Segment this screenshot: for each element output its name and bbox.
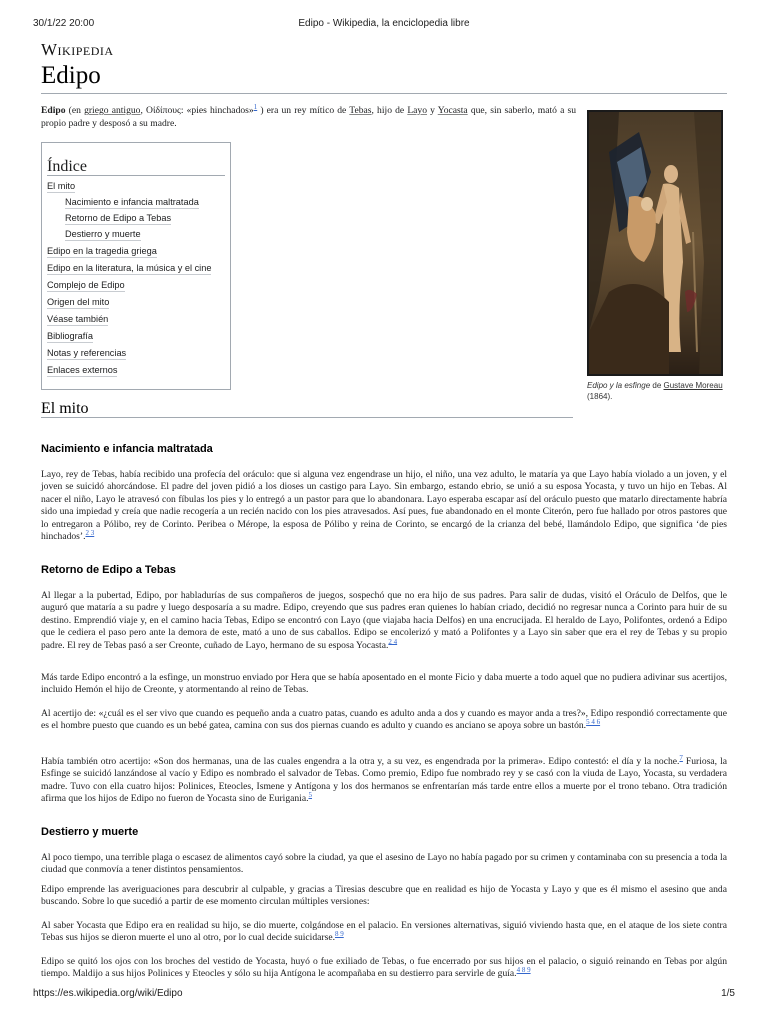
- toc-item[interactable]: [47, 245, 225, 258]
- paragraph-text: Edipo emprende las averiguaciones para descubrir al culpable, y gracias a Tiresias descubre que en realidad es hijo de Yocasta y Layo y que es él mismo el asesino que anda buscando. Sobre lo que sucedió a partir de ese momento circulan múltiples versiones:: [41, 884, 727, 908]
- link-yocasta[interactable]: Yocasta: [437, 105, 468, 116]
- ref-link[interactable]: 7: [679, 753, 683, 762]
- toc-item-label[interactable]: Edipo en la literatura, la música y el cine: [47, 263, 212, 273]
- toc-item[interactable]: [47, 180, 225, 193]
- toc-item-label[interactable]: Retorno de Edipo a Tebas: [65, 213, 172, 223]
- paragraph: [41, 753, 727, 806]
- paragraph: [41, 590, 727, 652]
- paragraph: [41, 469, 727, 543]
- toc-title: Índice: [47, 160, 225, 176]
- toc-list: [47, 180, 225, 377]
- paragraph-text: Al acertijo de: «¿cuál es el ser vivo que cuando es pequeño anda a cuatro patas, cuando es adulto anda a dos y cuando es mayor anda a tres?», Edipo respondió correctamente que es el hombre puesto que cuando es un bebé gatea, camina con sus dos piernas cuando es adulto y cuando es anciano se apoya sobre un bastón.: [41, 708, 727, 732]
- toc-item[interactable]: [47, 262, 225, 275]
- ref-links[interactable]: 5 4 6: [586, 718, 601, 727]
- toc-item[interactable]: [47, 330, 225, 343]
- paragraph-text: Al saber Yocasta que Edipo era en realidad su hijo, se dio muerte, colgándose en el palacio. En versiones alternativas, siguió viviendo hasta que, en el ataque de los siete contra Tebas sus hijos se dieron muerte el uno al otro, por lo cual decide suicidarse.: [41, 920, 727, 944]
- link-tebas[interactable]: Tebas: [349, 105, 372, 116]
- print-title: Edipo - Wikipedia, la enciclopedia libre: [298, 18, 470, 29]
- intro-text: y: [427, 105, 438, 116]
- toc-item-label[interactable]: Origen del mito: [47, 297, 110, 307]
- ref-1[interactable]: 1: [253, 102, 258, 111]
- paragraph: [41, 884, 727, 909]
- painting-image[interactable]: [587, 110, 723, 376]
- paragraph: [41, 708, 727, 733]
- wikipedia-logo[interactable]: Wikipedia: [41, 40, 114, 59]
- link-layo[interactable]: Layo: [407, 105, 428, 116]
- subsection-heading-destierro: Destierro y muerte: [41, 826, 139, 838]
- intro-text: , hijo de: [371, 105, 408, 116]
- print-footer: [33, 988, 735, 1002]
- intro-text: que, sin saberlo, mató a su propio padre y desposó a su madre.: [41, 105, 577, 129]
- toc-item-label[interactable]: Bibliografía: [47, 331, 93, 341]
- link-griego-antiguo[interactable]: griego antiguo: [84, 105, 141, 116]
- print-date: 30/1/22 20:00: [33, 18, 95, 29]
- print-header: [33, 18, 735, 32]
- subsection-heading-retorno: Retorno de Edipo a Tebas: [41, 564, 176, 576]
- paragraph-text: Edipo se quitó los ojos con los broches del vestido de Yocasta, huyó o fue exiliado de Tebas, o fue encerrado por sus hijos en el palacio, o siguió reinando en Tebas por algún tiempo. Maldijo a sus hijos Polinices y Eteocles y sólo su hija Antígona le acompañaba en su destierro para servirle de guía.: [41, 956, 727, 980]
- toc-item[interactable]: [47, 279, 225, 292]
- paragraph-text: Layo, rey de Tebas, había recibido una profecía del oráculo: que si alguna vez engendrase un hijo, el niño, una vez adulto, le mataría ya que Layo había violado a un joven, y el joven se suicidó ahorcándose. El padre del joven pidió a los dioses un castigo para Layo. Sin embargo, estando ebrio, se unió a su esposa Yocasta, y tuvo un hijo en Tebas. Al nacer el niño, Layo le atravesó con fíbulas los pies y lo entregó a un pastor para que lo abandonara. Layo esperaba escapar así del oráculo puesto que matarlo directamente habría sido una impiedad y creía que nadie recogería a un recién nacido con los pies atravesados. Así pues, fue abandonado en el monte Citerón, pero fue hallado por otros pastores que lo entregaron a Pólibo, rey de Corinto. Peribea o Mérope, la esposa de Pólibo y reina de Corinto, se encargó de la crianza del bebé, llamándolo Edipo, que significa ‘de pies hinchados’.: [41, 469, 727, 543]
- paragraph: [41, 956, 727, 981]
- paragraph-text: Furiosa, la Esfinge se suicidó lanzándose al vacío y Edipo es nombrado el salvador de Tebas. Como premio, Edipo fue nombrado rey y se casó con la viuda de Layo, Yocasta, su verdadera madre. Tuvo con ella cuatro hijos: Polinices, Eteocles, Ismene y Antígona y los dos hermanos se enfrentarían más tarde entre ellos a muerte por el trono tebano. Otra tradición afirma que los hijos de Edipo no fueron de Yocasta sino de Eurigania.: [41, 756, 727, 805]
- intro-paragraph: [41, 104, 576, 130]
- toc-item[interactable]: [47, 313, 225, 326]
- ref-links[interactable]: 2 4: [388, 637, 398, 646]
- toc-item-label[interactable]: Notas y referencias: [47, 348, 127, 358]
- toc-item-label[interactable]: Complejo de Edipo: [47, 280, 125, 290]
- section-heading-mito: El mito: [41, 402, 573, 418]
- painting-illustration: [589, 112, 721, 374]
- ref-links[interactable]: 2 3: [85, 528, 95, 537]
- caption-artist-link[interactable]: Gustave Moreau: [663, 381, 723, 390]
- toc-item-label[interactable]: El mito: [47, 181, 76, 191]
- toc-item[interactable]: [65, 212, 225, 225]
- toc-item[interactable]: [47, 364, 225, 377]
- caption-text: de: [650, 381, 664, 390]
- infobox: [587, 110, 725, 402]
- table-of-contents: [41, 142, 231, 390]
- toc-item-label[interactable]: Véase también: [47, 314, 109, 324]
- intro-text: , Οἰδίπους: «pies hinchados»: [140, 105, 254, 116]
- intro-text: (en: [65, 105, 85, 116]
- toc-item-label[interactable]: Enlaces externos: [47, 365, 118, 375]
- paragraph-text: Al llegar a la pubertad, Edipo, por habladurías de sus compañeros de juegos, sospechó que no era hijo de sus padres. Para salir de dudas, visitó el Oráculo de Delfos, que le auguró que mataría a su padre y luego desposaría a su madre. Edipo, creyendo que sus padres eran quienes lo habían criado, decidió no regresar nunca a Corinto para huir de su destino. Emprendió viaje y, en el camino hacia Tebas, Edipo se encontró con Layo (que viajaba hacia Delfos) en una encrucijada. El heraldo de Layo, Polifontes, ordenó a Edipo que le cediera el paso pero ante la demora de este, mató a uno de sus caballos. Edipo se encolerizó y mató a Polifontes y a Layo sin saber que era el rey de Tebas y su propio padre. El rey de Tebas pasó a ser Creonte, cuñado de Layo, hermano de su esposa Yocasta.: [41, 590, 727, 651]
- paragraph-text: Al poco tiempo, una terrible plaga o escasez de alimentos cayó sobre la ciudad, ya que el asesino de Layo no había pagado por su crimen y contaminaba con su presencia a toda la ciudad que conmovía a tener distintos pensamientos.: [41, 852, 727, 876]
- paragraph: [41, 920, 727, 945]
- paragraph: [41, 852, 727, 877]
- intro-text: ) era un rey mítico de: [257, 105, 350, 116]
- ref-links[interactable]: 8 9: [335, 930, 344, 939]
- intro-bold: Edipo: [41, 105, 66, 116]
- toc-item-label[interactable]: Edipo en la tragedia griega: [47, 246, 157, 256]
- caption-work: Edipo y la esfinge: [587, 381, 651, 390]
- painting-caption: [587, 380, 725, 402]
- subsection-heading-nacimiento: Nacimiento e infancia maltratada: [41, 443, 213, 455]
- toc-item[interactable]: [47, 296, 225, 309]
- paragraph-text: Había también otro acertijo: «Son dos hermanas, una de las cuales engendra a la otra y, a su vez, es engendrada por la primera». Edipo contestó: el día y la noche.: [41, 756, 680, 767]
- paragraph-text: Más tarde Edipo encontró a la esfinge, un monstruo enviado por Hera que se había aposentado en el monte Ficio y daba muerte a todo aquel que no pudiera adivinar sus acertijos, incluido Hemón el hijo de Creonte, y atormentando al reino de Tebas.: [41, 672, 727, 696]
- toc-item[interactable]: [65, 228, 225, 241]
- paragraph: [41, 672, 727, 697]
- page-title: Edipo: [41, 62, 727, 94]
- toc-item[interactable]: [65, 196, 225, 209]
- toc-item[interactable]: [47, 347, 225, 360]
- ref-link[interactable]: 5: [308, 791, 312, 800]
- caption-year: (1864).: [587, 392, 613, 401]
- ref-links[interactable]: 4 8 9: [516, 966, 531, 975]
- toc-item-label[interactable]: Nacimiento e infancia maltratada: [65, 197, 199, 207]
- print-url[interactable]: https://es.wikipedia.org/wiki/Edipo: [33, 988, 183, 999]
- page-number: 1/5: [721, 988, 735, 999]
- toc-item-label[interactable]: Destierro y muerte: [65, 229, 141, 239]
